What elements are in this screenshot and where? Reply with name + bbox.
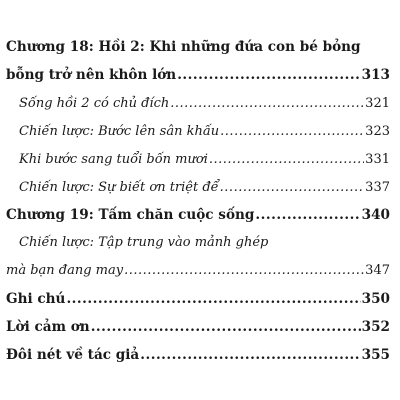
toc-entry: [19, 123, 390, 141]
chapter-19-page: 340: [361, 207, 390, 223]
toc-entry: [19, 151, 390, 169]
leader-dots: [220, 179, 365, 197]
toc-entry-page: 352: [361, 319, 390, 335]
toc-entry-page: 337: [365, 180, 390, 195]
toc-entry-page: 355: [361, 347, 390, 363]
chapter-18-page: 313: [361, 67, 390, 83]
chapter-18-title-cont: bỗng trở nên khôn lớn: [6, 67, 177, 83]
leader-dots: [177, 66, 360, 84]
toc-entry-title: Chiến lược: Sự biết ơn triệt để: [19, 180, 219, 195]
leader-dots: [66, 290, 360, 308]
chapter-19-entry-line1: [19, 234, 268, 252]
toc-entry-page: 347: [365, 263, 390, 278]
toc-entry-page: 321: [365, 96, 390, 111]
leader-dots: [124, 262, 364, 280]
chapter-19-title: [6, 206, 390, 224]
chapter-18-title-text: Chương 18: Hồi 2: Khi những đứa con bé bỏng: [6, 39, 361, 55]
toc-entry: [19, 179, 390, 197]
chapter-19-entry-line2: [6, 262, 390, 280]
toc-entry-page: 350: [361, 291, 390, 307]
toc-entry-title: Khi bước sang tuổi bốn mươi: [19, 152, 208, 167]
leader-dots: [255, 206, 360, 224]
back-matter-acknowledgements: [6, 318, 390, 336]
toc-entry-title: Ghi chú: [6, 291, 66, 307]
back-matter-about-author: [6, 346, 390, 364]
toc-entry: [19, 95, 390, 113]
leader-dots: [220, 123, 364, 141]
toc-entry-title: Sống hồi 2 có chủ đích: [19, 96, 170, 111]
toc-entry-title: Lời cảm ơn: [6, 319, 90, 335]
toc-entry-title: Đôi nét về tác giả: [6, 347, 140, 363]
back-matter-notes: [6, 290, 390, 308]
leader-dots: [209, 151, 364, 169]
chapter-18-title-line2: [6, 66, 390, 84]
chapter-18-title-line1: [6, 38, 361, 56]
toc-entry-page: 323: [365, 124, 390, 139]
chapter-19-title-text: Chương 19: Tấm chăn cuộc sống: [6, 207, 255, 223]
leader-dots: [91, 318, 361, 336]
toc-entry-page: 331: [365, 152, 390, 167]
toc-entry-title: Chiến lược: Tập trung vào mảnh ghép: [19, 235, 269, 250]
leader-dots: [140, 346, 360, 364]
leader-dots: [170, 95, 364, 113]
toc-entry-title: Chiến lược: Bước lên sân khấu: [19, 124, 220, 139]
toc-entry-title-cont: mà bạn đang may: [6, 263, 124, 278]
